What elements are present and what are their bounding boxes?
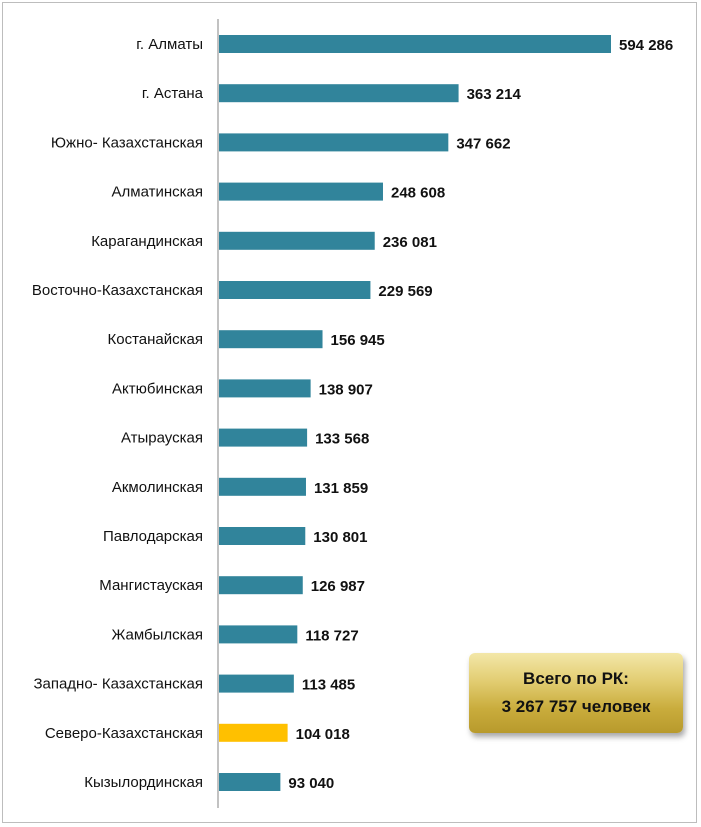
bar	[219, 379, 311, 397]
data-label: 104 018	[295, 725, 350, 743]
category-label: Акмолинская	[111, 478, 203, 496]
category-label: Северо-Казахстанская	[44, 724, 203, 742]
category-label: Восточно-Казахстанская	[31, 282, 203, 299]
data-label: 113 485	[301, 676, 356, 694]
data-label: 138 907	[318, 381, 373, 399]
bar	[219, 232, 375, 250]
bar	[219, 429, 307, 447]
data-label: 133 568	[315, 430, 370, 448]
category-label: Мангистауская	[99, 577, 203, 595]
data-label: 347 662	[456, 135, 511, 153]
bar	[219, 478, 306, 496]
data-label: 130 801	[313, 529, 368, 546]
total-value: 3 267 757 человек	[501, 697, 651, 716]
data-label: 248 608	[390, 184, 446, 202]
data-label: 229 569	[378, 283, 433, 300]
data-label: 118 727	[305, 627, 359, 645]
bar	[219, 675, 294, 693]
category-label: Павлодарская	[103, 528, 203, 545]
category-label: Карагандинская	[91, 232, 203, 250]
category-label: Западно- Казахстанская	[33, 675, 203, 693]
total-label: Всего по РК:	[523, 669, 629, 688]
bar	[219, 281, 370, 299]
data-label: 594 286	[619, 37, 674, 54]
category-label: г. Алматы	[136, 36, 203, 53]
bar	[219, 527, 305, 545]
category-label: Южно- Казахстанская	[50, 134, 203, 152]
category-label: Атырауская	[120, 429, 203, 447]
data-label: 131 859	[313, 479, 369, 497]
bar	[219, 576, 303, 594]
data-label: 93 040	[288, 775, 335, 792]
category-label: Жамбылская	[111, 626, 203, 644]
bar	[219, 625, 297, 643]
bar	[219, 84, 459, 102]
bar	[219, 724, 288, 742]
category-label: Алматинская	[111, 183, 203, 201]
data-label: 363 214	[466, 86, 521, 104]
data-label: 236 081	[382, 233, 437, 251]
data-label: 156 945	[330, 332, 385, 350]
bar	[219, 773, 280, 791]
chart-frame	[2, 2, 697, 823]
bar	[219, 133, 448, 151]
category-label: г. Астана	[141, 85, 203, 103]
bar	[219, 35, 611, 53]
category-label: Актюбинская	[112, 380, 203, 398]
total-summary-box	[469, 653, 683, 733]
bar	[219, 330, 323, 348]
category-label: Костанайская	[107, 331, 203, 349]
category-label: Кызылординская	[84, 774, 203, 791]
bar	[219, 183, 383, 201]
data-label: 126 987	[310, 578, 365, 596]
